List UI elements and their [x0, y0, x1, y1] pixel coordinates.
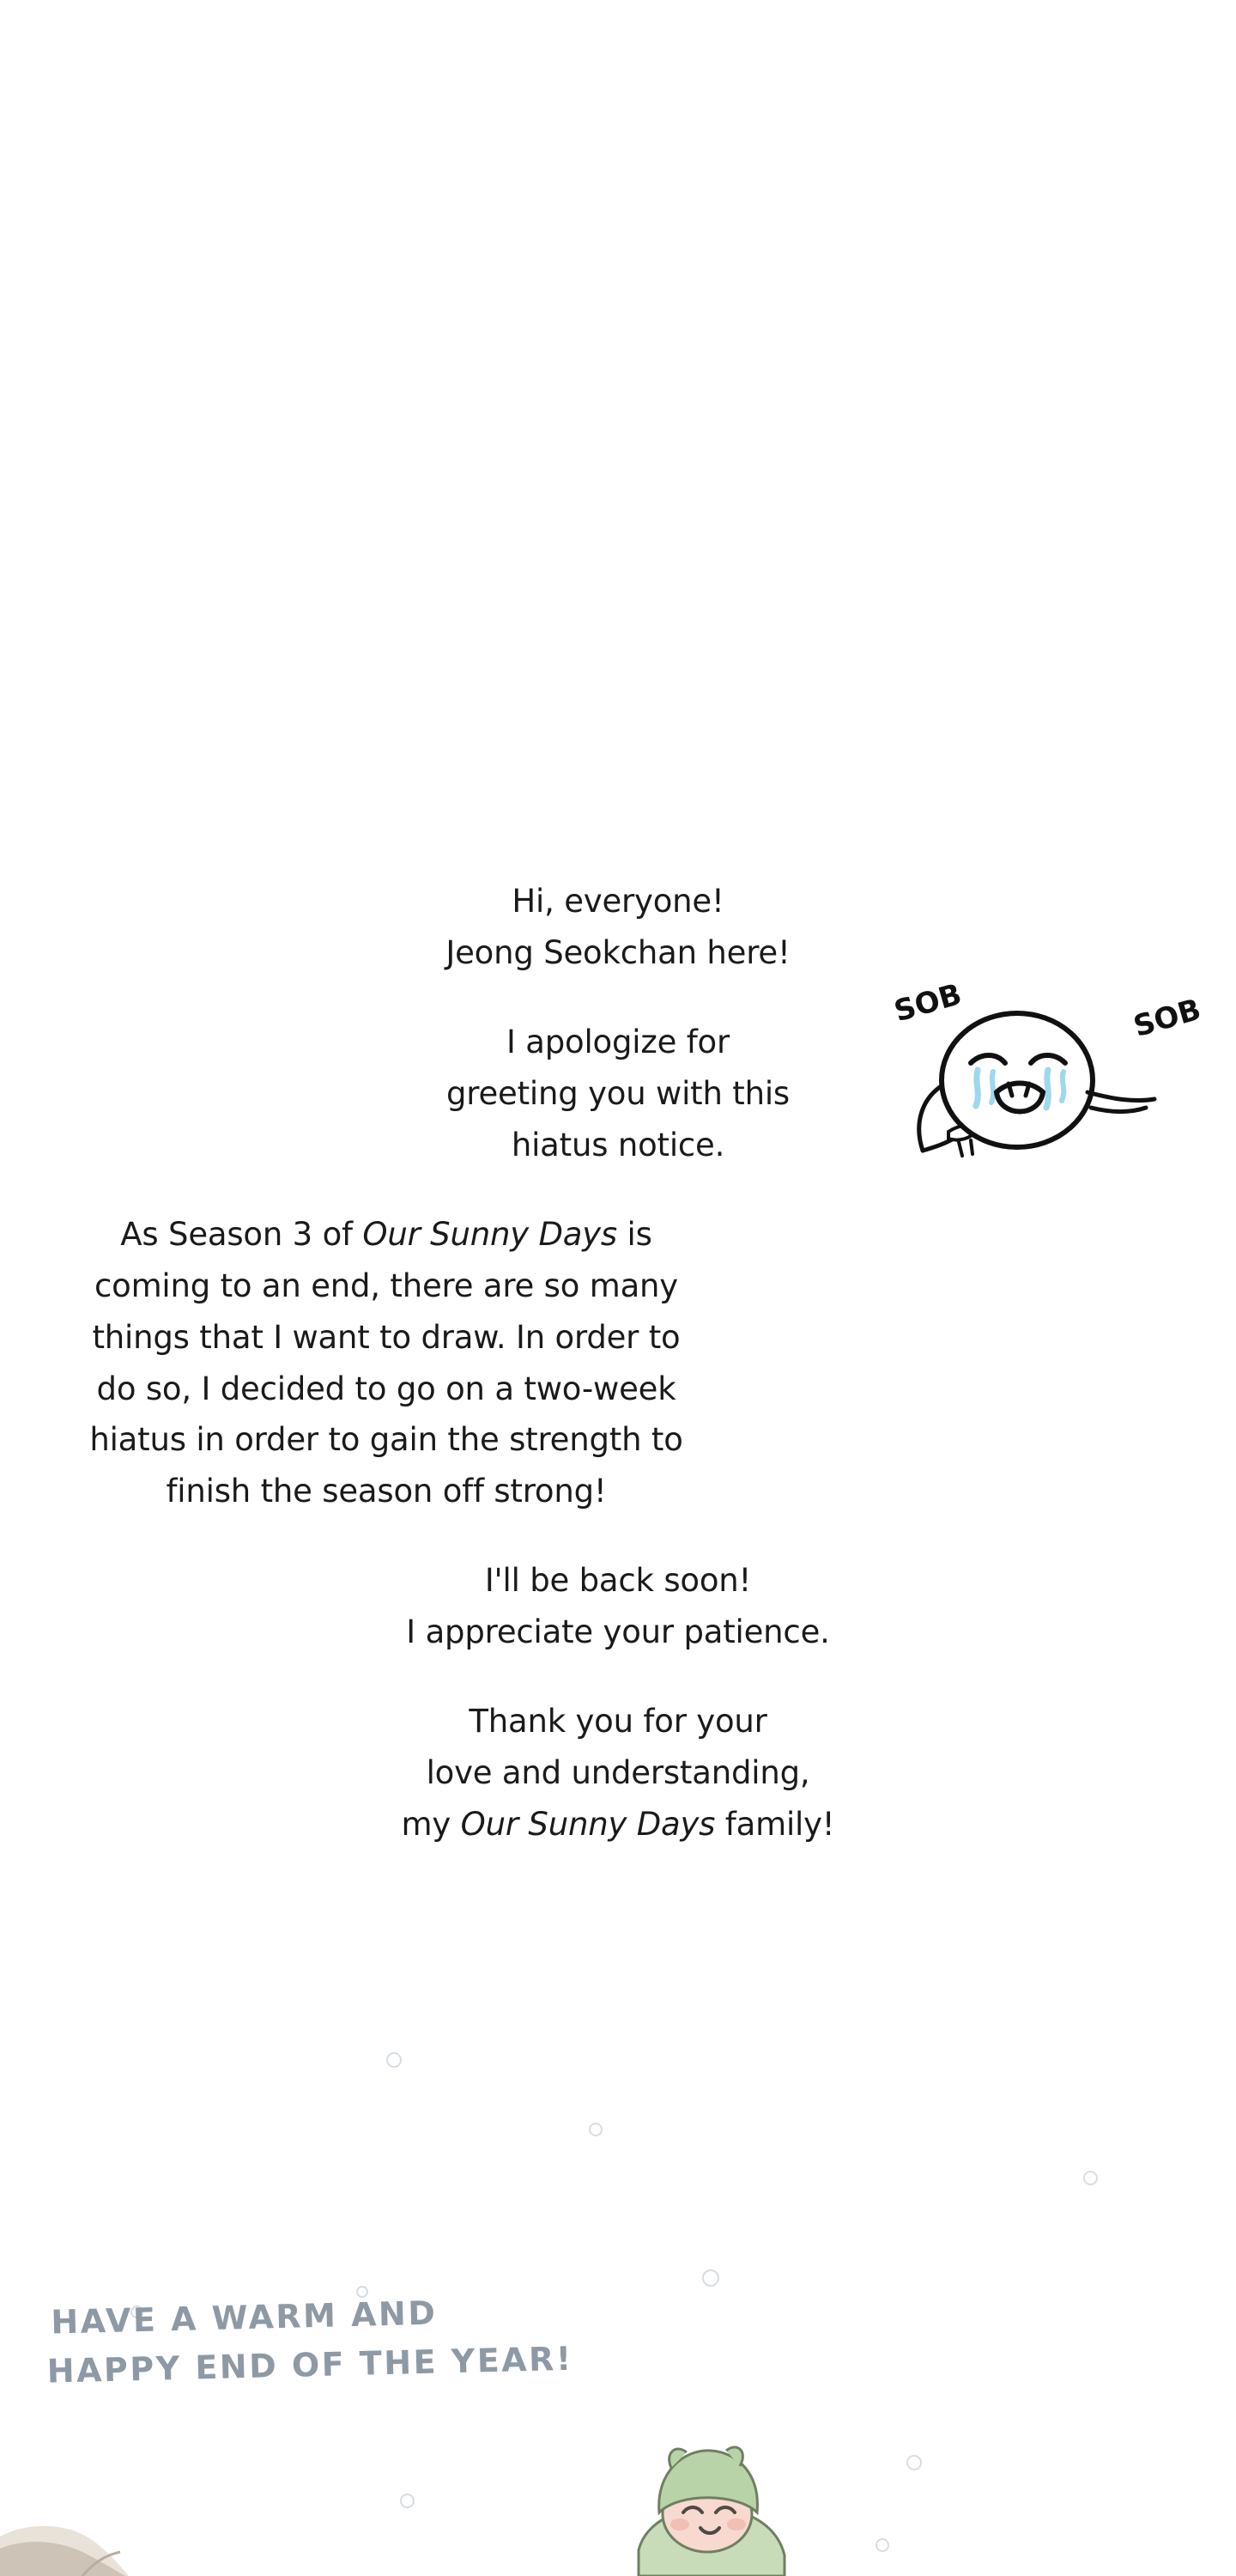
sfx-sob-left [891, 977, 966, 1029]
tear-left [976, 1070, 978, 1106]
sfx-right-text: SOB [1130, 992, 1205, 1045]
note-paragraph-greeting-intro [0, 876, 1236, 979]
sfx-sob-right [1130, 993, 1204, 1044]
snow-flake [589, 2123, 603, 2136]
greeting-line-1: HAVE A WARM AND [50, 2293, 438, 2342]
greeting-line-2: HAPPY END OF THE YEAR! [46, 2339, 574, 2391]
note-line: my Our Sunny Days family! [401, 1806, 835, 1844]
note-line: I appreciate your patience. [406, 1613, 830, 1651]
note-line: greeting you with this [445, 1074, 791, 1112]
note-line: Hi, everyone! [512, 883, 724, 920]
tear-right-2 [1062, 1072, 1063, 1101]
note-line: love and understanding, [426, 1754, 810, 1792]
note-line: As Season 3 of Our Sunny Days is [120, 1215, 652, 1253]
series-title: Our Sunny Days [460, 1806, 716, 1844]
note-line: Jeong Seokchan here! [445, 933, 791, 971]
note-line: do so, I decided to go on a two-week [96, 1370, 676, 1407]
year-end-greeting [46, 2283, 654, 2396]
note-line: things that I want to draw. In order to [92, 1318, 681, 1356]
hooded-kid-in-snow [601, 2430, 824, 2576]
tear-left-2 [991, 1072, 993, 1103]
note-line: I apologize for [506, 1023, 730, 1060]
crying-face-svg [888, 977, 1205, 1176]
note-line: hiatus in order to gain the strength to [89, 1421, 683, 1459]
series-title: Our Sunny Days [362, 1215, 617, 1253]
tear-right [1046, 1070, 1048, 1108]
snow-flake [906, 2455, 922, 2470]
note-paragraph-return [0, 1555, 1236, 1658]
note-paragraph-explanation [0, 1209, 772, 1518]
note-line: coming to an end, there are so many [94, 1267, 678, 1304]
sfx-left-text: SOB [890, 977, 966, 1030]
crying-face-doodle [888, 977, 1205, 1176]
note-line: finish the season off strong! [166, 1473, 607, 1510]
note-line: Thank you for your [469, 1703, 767, 1741]
snow-flake [386, 2052, 402, 2068]
note-line: I'll be back soon! [484, 1562, 752, 1600]
snow-flake [1083, 2171, 1098, 2185]
note-line: hiatus notice. [511, 1126, 725, 1163]
hooded-kid-svg [601, 2430, 824, 2576]
note-paragraph-thanks [0, 1696, 1236, 1850]
snow-flake [702, 2269, 719, 2287]
